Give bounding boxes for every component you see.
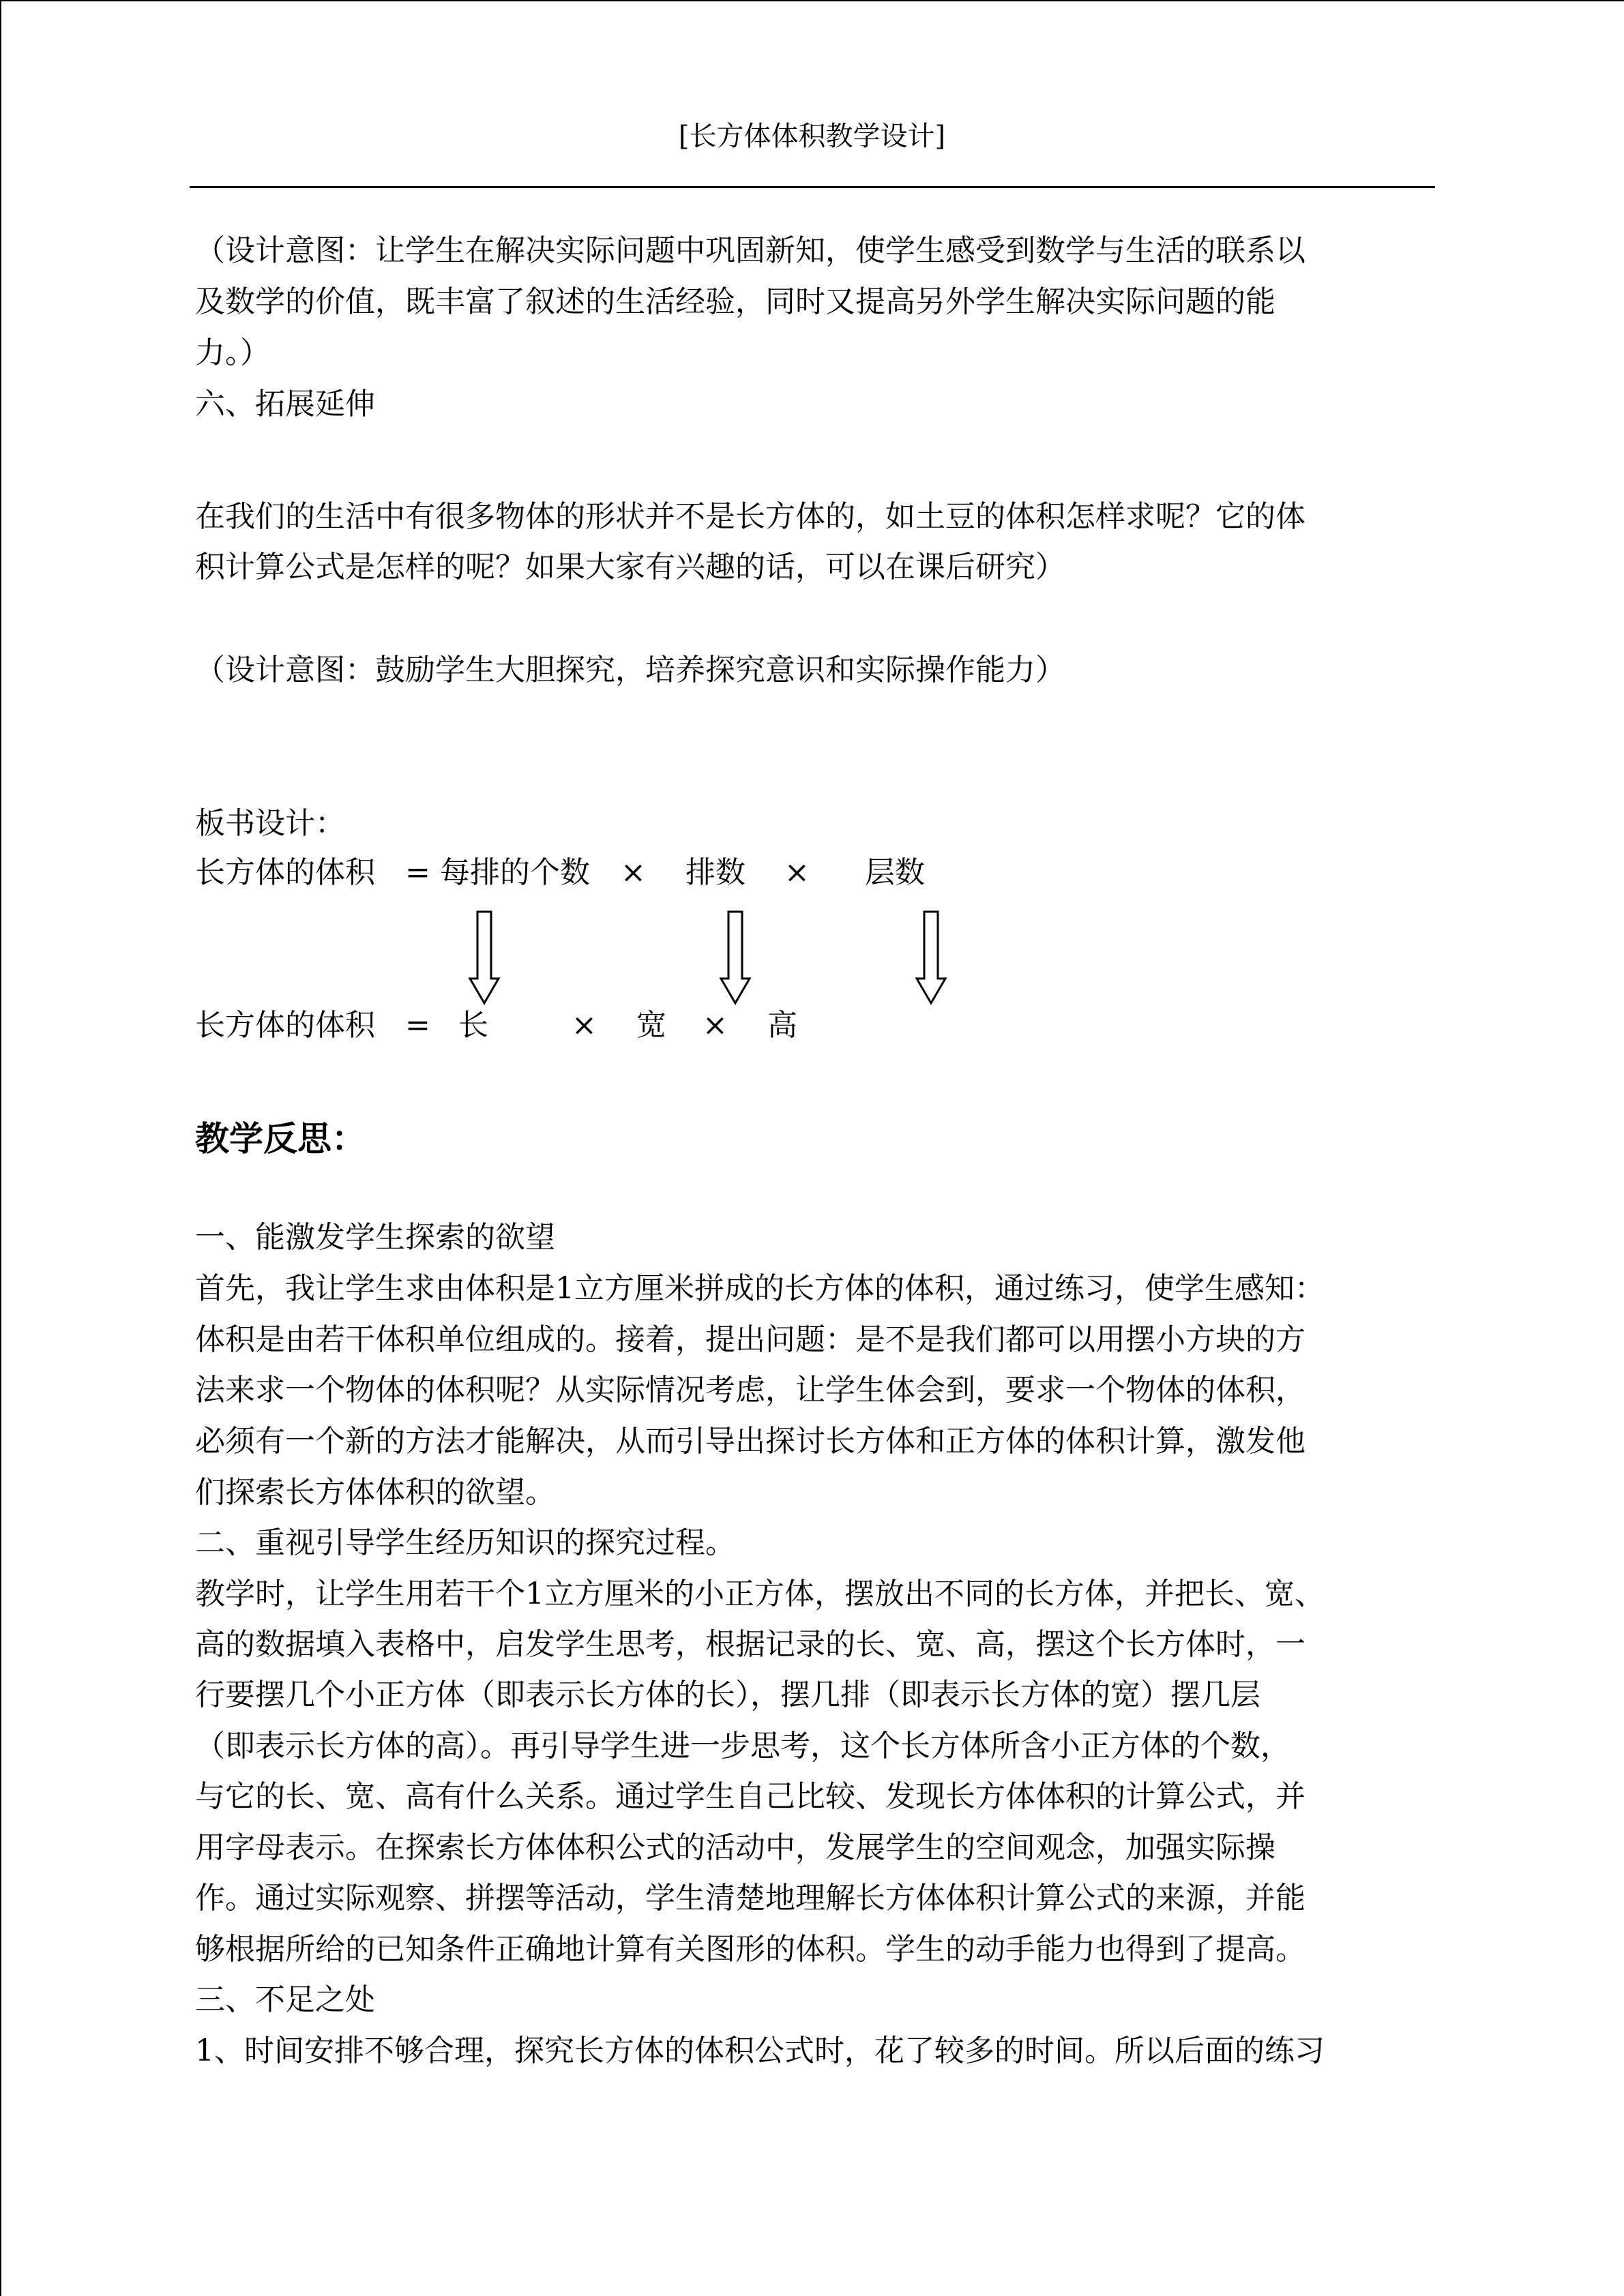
reflection-line: 法来求一个物体的体积呢？从实际情况考虑，让学生体会到，要求一个物体的体积，: [195, 1373, 1305, 1407]
row2-equals: =: [405, 1008, 430, 1043]
row2-times-2: ×: [703, 1008, 728, 1043]
reflection-heading: 教学反思：: [195, 1119, 366, 1159]
page-header: [长方体体积教学设计]: [678, 121, 946, 152]
reflection-line: 与它的长、宽、高有什么关系。通过学生自己比较、发现长方体体积的计算公式，并: [195, 1779, 1305, 1814]
reflection-line: 教学时，让学生用若干个1立方厘米的小正方体，摆放出不同的长方体，并把长、宽、: [195, 1577, 1325, 1611]
reflection-line: 高的数据填入表格中，启发学生思考，根据记录的长、宽、高，摆这个长方体时，一: [195, 1627, 1305, 1662]
reflection-line: 二、重视引导学生经历知识的探究过程。: [195, 1525, 735, 1560]
row1-label: 长方体的体积: [195, 855, 375, 890]
intent2-line: （设计意图：鼓励学生大胆探究，培养探究意识和实际操作能力）: [195, 653, 1065, 687]
down-arrow-icon: [718, 910, 752, 1006]
intent1-line-1: （设计意图：让学生在解决实际问题中巩固新知，使学生感受到数学与生活的联系以: [195, 233, 1305, 268]
reflection-line: 首先，我让学生求由体积是1立方厘米拼成的长方体的体积，通过练习，使学生感知：: [195, 1271, 1325, 1306]
reflection-line: 体积是由若干体积单位组成的。接着，提出问题：是不是我们都可以用摆小方块的方: [195, 1322, 1305, 1357]
row2-term-length: 长: [458, 1008, 488, 1043]
row1-equals: =: [405, 855, 430, 890]
row1-term-layers: 层数: [865, 855, 925, 890]
row2-times-1: ×: [572, 1008, 597, 1043]
intent1-line-3: 力。）: [195, 336, 270, 370]
intent1-line-2: 及数学的价值，既丰富了叙述的生活经验，同时又提高另外学生解决实际问题的能: [195, 284, 1275, 319]
down-arrow-icon: [914, 910, 948, 1006]
reflection-line: 们探索长方体体积的欲望。: [195, 1475, 555, 1510]
reflection-line: 够根据所给的已知条件正确地计算有关图形的体积。学生的动手能力也得到了提高。: [195, 1932, 1305, 1967]
reflection-line: 行要摆几个小正方体（即表示长方体的长），摆几排（即表示长方体的宽）摆几层: [195, 1678, 1260, 1712]
reflection-line: （即表示长方体的高）。再引导学生进一步思考，这个长方体所含小正方体的个数，: [195, 1729, 1290, 1763]
reflection-line: 一、能激发学生探索的欲望: [195, 1220, 555, 1255]
reflection-line: 用字母表示。在探索长方体体积公式的活动中，发展学生的空间观念，加强实际操: [195, 1830, 1275, 1865]
row1-term-rows: 排数: [685, 855, 745, 890]
extension-line-1: 在我们的生活中有很多物体的形状并不是长方体的，如土豆的体积怎样求呢？它的体: [195, 499, 1305, 534]
header-divider: [190, 186, 1435, 188]
reflection-line: 必须有一个新的方法才能解决，从而引导出探讨长方体和正方体的体积计算，激发他: [195, 1424, 1305, 1459]
board-title: 板书设计：: [195, 806, 345, 841]
extension-line-2: 积计算公式是怎样的呢？如果大家有兴趣的话，可以在课后研究）: [195, 550, 1065, 584]
reflection-line: 作。通过实际观察、拼摆等活动，学生清楚地理解长方体体积计算公式的来源，并能: [195, 1881, 1305, 1915]
reflection-line: 1、时间安排不够合理，探究长方体的体积公式时，花了较多的时间。所以后面的练习: [195, 2033, 1325, 2068]
section6-title: 六、拓展延伸: [195, 387, 375, 421]
row1-term-per-row: 每排的个数: [440, 855, 590, 890]
row2-term-width: 宽: [636, 1008, 666, 1043]
row2-term-height: 高: [767, 1008, 797, 1043]
row2-label: 长方体的体积: [195, 1008, 375, 1043]
row1-times-1: ×: [621, 855, 646, 890]
row1-times-2: ×: [784, 855, 810, 890]
down-arrow-icon: [467, 910, 501, 1006]
reflection-line: 三、不足之处: [195, 1982, 375, 2017]
